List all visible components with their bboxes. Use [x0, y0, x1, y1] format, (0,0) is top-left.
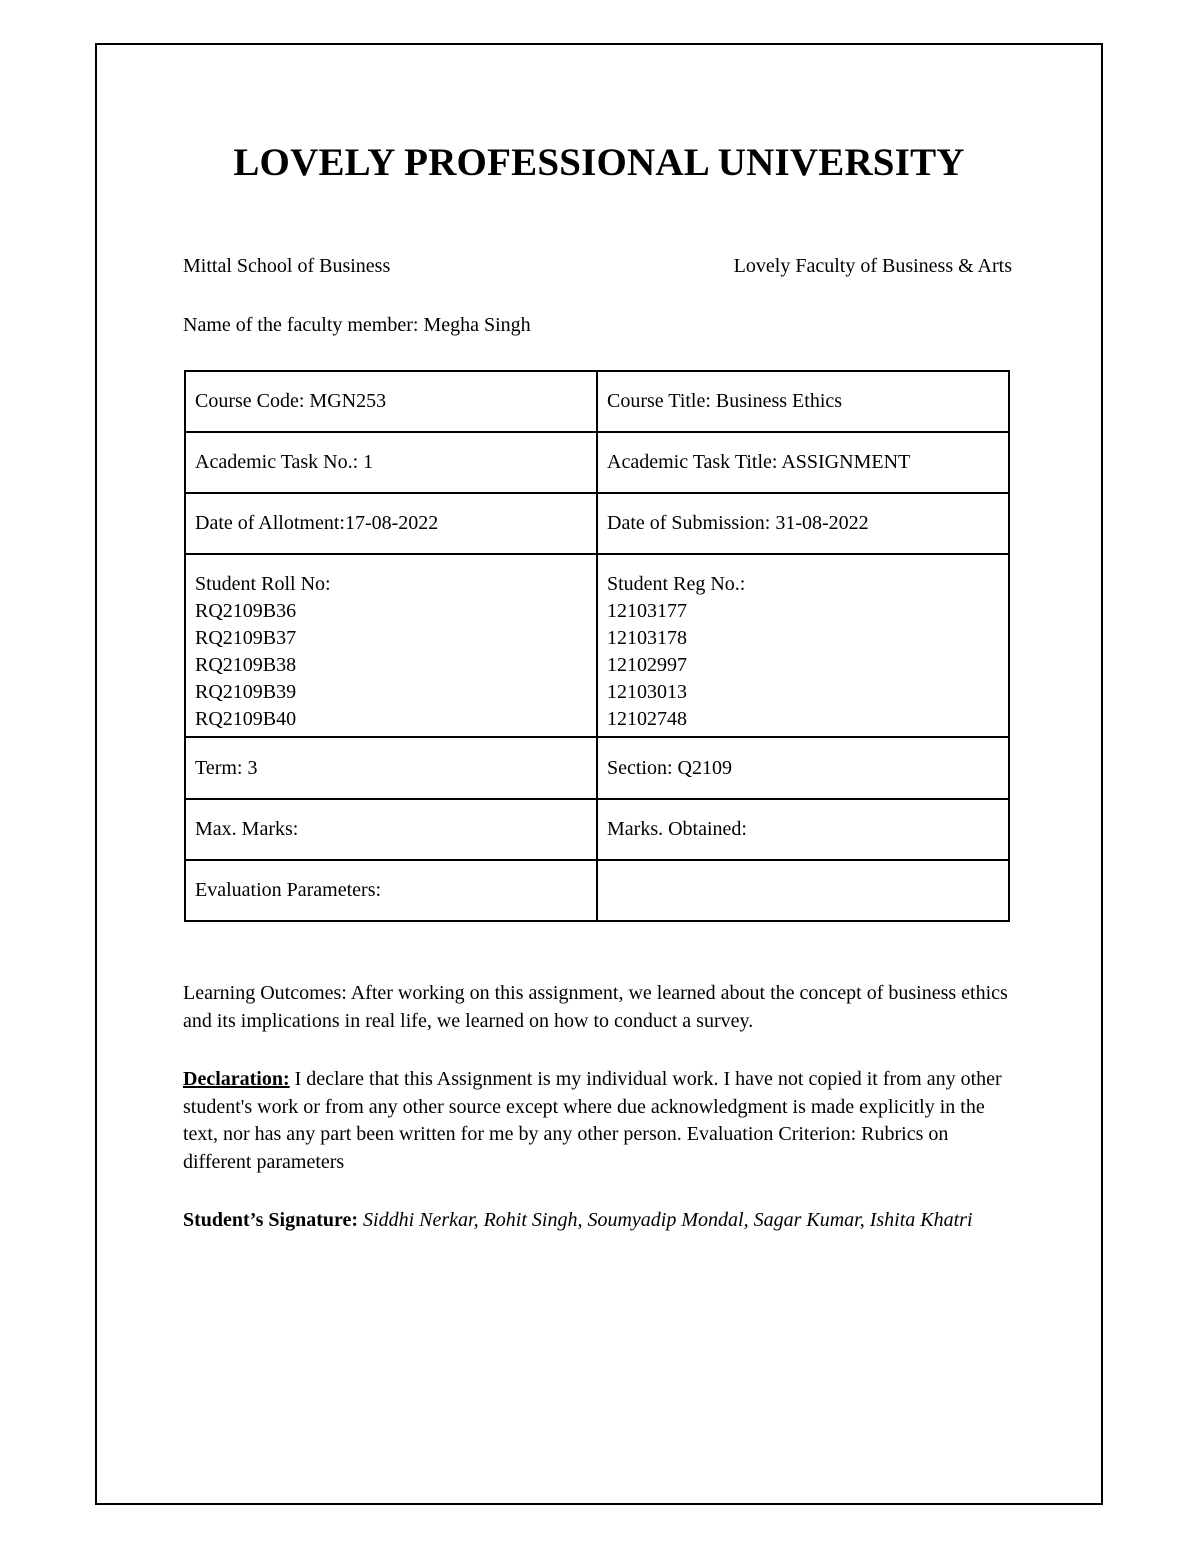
- task-no-cell: Academic Task No.: 1: [185, 432, 597, 493]
- reg-number: 12103013: [607, 681, 687, 703]
- course-title-cell: Course Title: Business Ethics: [597, 371, 1009, 432]
- table-row: [185, 860, 1009, 921]
- submission-date-cell: Date of Submission: 31-08-2022: [597, 493, 1009, 554]
- roll-number: RQ2109B36: [195, 600, 297, 622]
- roll-label: Student Roll No:: [195, 573, 331, 595]
- declaration-text: I declare that this Assignment is my individual work. I have not copied it from any other student's work or from any other source except where due acknowledgment is made explicitly in the text, nor has any part been written for me by any other person. Evaluation Criterion: Rubrics on different parameters: [183, 1068, 1002, 1173]
- roll-number: RQ2109B39: [195, 681, 297, 703]
- reg-numbers-cell: [597, 554, 1009, 737]
- max-marks-cell: Max. Marks:: [185, 799, 597, 860]
- table-row: [185, 554, 1009, 737]
- reg-number: 12103177: [607, 600, 687, 622]
- table-row: [185, 737, 1009, 799]
- university-title: LOVELY PROFESSIONAL UNIVERSITY: [233, 141, 965, 184]
- allotment-date-cell: Date of Allotment:17-08-2022: [185, 493, 597, 554]
- roll-number: RQ2109B40: [195, 708, 297, 730]
- section-cell: Section: Q2109: [597, 737, 1009, 799]
- declaration-label: Declaration:: [183, 1068, 290, 1090]
- signature-names: Siddhi Nerkar, Rohit Singh, Soumyadip Mondal, Sagar Kumar, Ishita Khatri: [358, 1209, 973, 1231]
- course-code-cell: Course Code: MGN253: [185, 371, 597, 432]
- reg-label: Student Reg No.:: [607, 573, 746, 595]
- school-name: Mittal School of Business: [183, 255, 391, 277]
- faculty-name: Lovely Faculty of Business & Arts: [733, 255, 1012, 277]
- table-row: [185, 432, 1009, 493]
- assignment-info-table: [184, 370, 1010, 922]
- signature-label: Student’s Signature:: [183, 1209, 359, 1231]
- table-row: [185, 799, 1009, 860]
- roll-numbers-cell: [185, 554, 597, 737]
- reg-number: 12102748: [607, 708, 687, 730]
- marks-obtained-cell: Marks. Obtained:: [597, 799, 1009, 860]
- learning-outcomes: Learning Outcomes: After working on this assignment, we learned about the concept of business ethics and its implications in real life, we learned on how to conduct a survey.: [183, 982, 1008, 1032]
- table-row: [185, 493, 1009, 554]
- evaluation-parameters-cell: Evaluation Parameters:: [185, 860, 597, 921]
- term-cell: Term: 3: [185, 737, 597, 799]
- task-title-cell: Academic Task Title: ASSIGNMENT: [597, 432, 1009, 493]
- faculty-member: Name of the faculty member: Megha Singh: [183, 314, 531, 336]
- table-row: [185, 371, 1009, 432]
- student-signature: [183, 1207, 1018, 1235]
- reg-number: 12103178: [607, 627, 687, 649]
- evaluation-value-cell: [597, 860, 1009, 921]
- roll-number: RQ2109B37: [195, 627, 297, 649]
- declaration: [183, 1066, 1018, 1176]
- roll-number: RQ2109B38: [195, 654, 297, 676]
- reg-number: 12102997: [607, 654, 687, 676]
